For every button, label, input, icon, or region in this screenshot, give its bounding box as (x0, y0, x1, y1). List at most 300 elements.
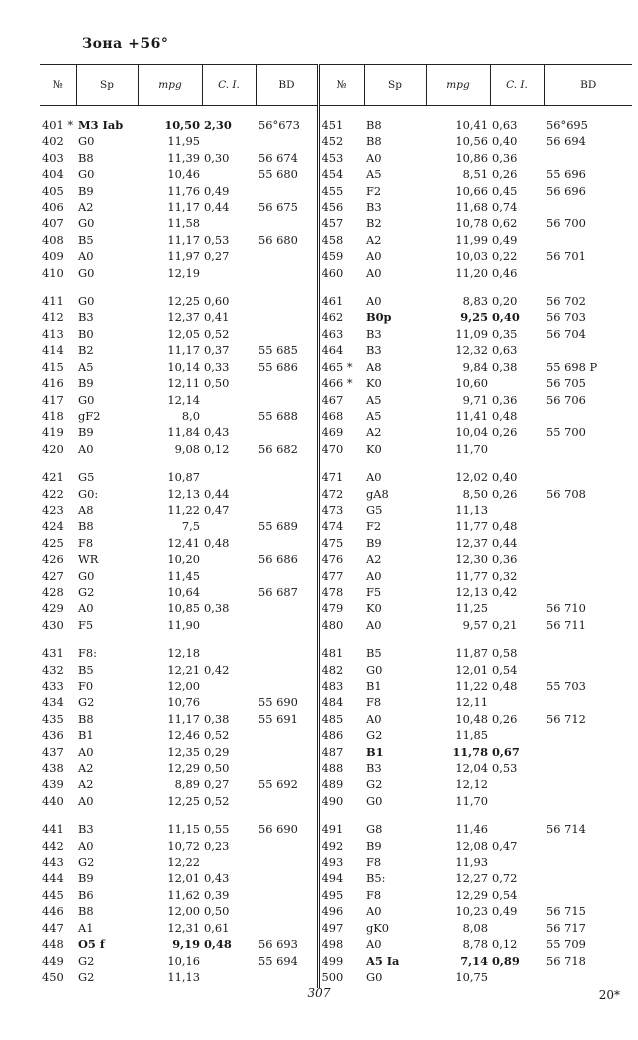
spectral-type: A0 (366, 904, 382, 919)
bd-number (256, 392, 318, 408)
star-number: 446 (42, 904, 64, 919)
spectral-type: G0 (78, 294, 95, 309)
color-index (202, 133, 256, 149)
col-header-color-index: C. I. (202, 65, 256, 106)
color-index: 0,62 (492, 216, 518, 231)
spectral-type: G0 (366, 662, 383, 677)
star-number: 441 (42, 822, 64, 837)
table-row (40, 150, 632, 166)
color-index: 0,36 (492, 552, 518, 567)
spectral-type: B9 (78, 871, 94, 886)
magnitude: 11,13 (167, 969, 200, 984)
spectral-type: B9 (78, 183, 94, 198)
bd-number: 55 691 (258, 711, 298, 726)
spectral-type: G5 (366, 502, 383, 517)
star-number: 412 (42, 310, 64, 325)
star-number: 461 (318, 293, 364, 309)
color-index: 0,12 (492, 937, 518, 952)
magnitude: 8,0 (181, 408, 200, 423)
star-number: 464 (318, 342, 364, 358)
color-index (202, 469, 256, 485)
magnitude: 11,90 (167, 617, 200, 632)
star-number: 415 (42, 359, 64, 374)
color-index: 0,74 (492, 200, 518, 215)
star-number: 402 (42, 134, 64, 149)
color-index: 0,40 (492, 310, 520, 325)
star-number: 468 (318, 408, 364, 424)
magnitude: 11,85 (455, 728, 488, 743)
spectral-type: K0 (366, 441, 382, 456)
bd-number (256, 662, 318, 678)
table-row (40, 887, 632, 903)
color-index (202, 568, 256, 584)
star-number: 449 (42, 953, 64, 968)
star-number: 481 (318, 645, 364, 661)
magnitude: 12,14 (167, 392, 200, 407)
spectral-type: A0 (366, 470, 382, 485)
bd-number (544, 969, 632, 985)
magnitude: 9,71 (462, 392, 488, 407)
spectral-type: A0 (78, 441, 94, 456)
magnitude: 11,41 (455, 408, 488, 423)
bd-number (544, 535, 632, 551)
spectral-type: A0 (78, 601, 94, 616)
color-index: 0,58 (492, 646, 518, 661)
bd-number (256, 535, 318, 551)
table-row (40, 392, 632, 408)
color-index: 0,52 (204, 793, 230, 808)
bd-number (256, 870, 318, 886)
star-number: 431 (42, 646, 64, 661)
table-row (40, 232, 632, 248)
bd-number: 55 694 (258, 953, 298, 968)
spectral-type: B1 (366, 679, 382, 693)
page-number: 307 (307, 986, 331, 1000)
col-header-number-2: № (318, 65, 364, 106)
color-index: 0,42 (204, 662, 230, 677)
star-number: 423 (42, 502, 64, 517)
bd-number: 56 717 (546, 920, 586, 935)
star-number: 477 (318, 568, 364, 584)
star-number: 410 (42, 265, 64, 280)
color-index: 0,26 (492, 167, 518, 182)
spectral-type: B0 (78, 326, 94, 341)
magnitude: 12,11 (455, 695, 488, 710)
spectral-type: F8 (366, 887, 382, 902)
star-number: 480 (318, 617, 364, 633)
star-number: 470 (318, 441, 364, 457)
color-index: 0,47 (204, 502, 230, 517)
magnitude: 12,04 (455, 761, 488, 776)
bd-number: 56 682 (258, 441, 298, 456)
spectral-type: G8 (366, 822, 383, 837)
color-index: 0,61 (204, 920, 230, 935)
star-number: 403 (42, 150, 64, 165)
bd-number (256, 838, 318, 854)
bd-number (544, 870, 632, 886)
star-number: 472 (318, 486, 364, 502)
color-index: 0,38 (492, 359, 518, 374)
spectral-type: A0 (366, 265, 382, 280)
spectral-type: G2 (78, 584, 95, 599)
bd-number (544, 727, 632, 743)
star-number: 460 (318, 265, 364, 281)
color-index (202, 551, 256, 567)
color-index: 0,21 (492, 617, 518, 632)
color-index: 0,40 (492, 470, 518, 485)
magnitude: 12,27 (455, 871, 488, 886)
star-number: 448 (42, 937, 64, 952)
magnitude: 11,93 (455, 855, 488, 870)
bd-number (256, 375, 318, 391)
magnitude: 11,58 (167, 216, 200, 231)
color-index: 0,36 (492, 392, 518, 407)
bd-number: 56 715 (546, 904, 586, 919)
magnitude: 12,12 (455, 777, 488, 792)
spectral-type: B9 (366, 838, 382, 853)
magnitude: 10,64 (167, 584, 200, 599)
color-index (490, 776, 544, 792)
col-header-color-index-2: C. I. (490, 65, 544, 106)
bd-number (256, 568, 318, 584)
magnitude: 11,87 (455, 646, 488, 661)
table-row (40, 293, 632, 309)
magnitude: 11,68 (455, 200, 488, 215)
color-index: 0,49 (492, 904, 518, 919)
color-index: 0,49 (204, 183, 230, 198)
star-number: 442 (42, 838, 64, 853)
magnitude: 12,02 (455, 470, 488, 485)
table-header-row (40, 65, 632, 106)
bd-number: 56°695 (546, 118, 588, 132)
magnitude: 10,20 (167, 552, 200, 567)
magnitude: 11,22 (167, 502, 200, 517)
table-row (40, 903, 632, 919)
star-number: 459 (318, 248, 364, 264)
bd-number: 56 708 (546, 486, 586, 501)
bd-number (544, 645, 632, 661)
bd-number (256, 248, 318, 264)
color-index (202, 265, 256, 281)
table-row (40, 969, 632, 985)
color-index: 0,42 (492, 584, 518, 599)
magnitude: 10,86 (455, 150, 488, 165)
table-row (40, 776, 632, 792)
group-spacer (40, 809, 632, 821)
magnitude: 11,77 (455, 519, 488, 534)
color-index (490, 727, 544, 743)
col-header-spectrum-2: Sp (364, 65, 426, 106)
color-index (202, 584, 256, 600)
spectral-type: B2 (366, 216, 382, 231)
bd-number (544, 150, 632, 166)
magnitude: 8,83 (462, 294, 488, 309)
magnitude: 12,01 (455, 662, 488, 677)
bd-number (256, 183, 318, 199)
spectral-type: B3 (78, 822, 94, 837)
bd-number (256, 969, 318, 985)
spectral-type: M3 Iab (78, 118, 124, 132)
bd-number (544, 584, 632, 600)
bd-number (256, 486, 318, 502)
magnitude: 10,87 (167, 470, 200, 485)
color-index: 0,23 (204, 838, 230, 853)
star-number: 491 (318, 821, 364, 837)
table-row (40, 838, 632, 854)
color-index: 0,26 (492, 425, 518, 440)
spectral-type: G2 (78, 969, 95, 984)
spectral-type: F2 (366, 519, 382, 534)
star-number: 429 (42, 601, 64, 616)
magnitude: 7,14 (460, 953, 488, 968)
color-index: 0,52 (204, 728, 230, 743)
table-row (40, 133, 632, 149)
bd-number (544, 776, 632, 792)
magnitude: 11,70 (455, 441, 488, 456)
magnitude: 11,17 (167, 711, 200, 726)
color-index: 0,50 (204, 904, 230, 919)
bd-number: 56 686 (258, 552, 298, 567)
table-row (40, 568, 632, 584)
star-number: 452 (318, 133, 364, 149)
star-number: 416 (42, 376, 64, 391)
spectral-type: A2 (366, 425, 382, 440)
spectral-type: B5 (78, 232, 94, 247)
color-index: 0,55 (204, 822, 230, 837)
magnitude: 11,25 (455, 601, 488, 616)
star-number: 411 (42, 294, 64, 309)
table-row (40, 727, 632, 743)
spectral-type: G2 (78, 855, 95, 870)
star-number: 489 (318, 776, 364, 792)
star-number: 467 (318, 392, 364, 408)
table-row (40, 821, 632, 837)
spectral-type: A5 Ia (366, 953, 400, 968)
spectral-type: B5 (366, 646, 382, 661)
spectral-type: B9 (78, 376, 94, 391)
bd-number: 55 688 (258, 408, 298, 423)
bd-number (256, 215, 318, 231)
table-row (40, 600, 632, 616)
table-row (40, 326, 632, 342)
star-number: 438 (42, 761, 64, 776)
spectral-type: G0 (78, 134, 95, 149)
spectral-type: A2 (78, 777, 94, 792)
magnitude: 11,77 (455, 568, 488, 583)
star-number: 426 (42, 552, 64, 567)
star-number: 434 (42, 695, 64, 710)
bd-number (544, 265, 632, 281)
color-index: 0,53 (492, 761, 518, 776)
magnitude: 8,50 (462, 486, 488, 501)
magnitude: 12,08 (455, 838, 488, 853)
spectral-type: B9 (78, 425, 94, 440)
bd-number: 56 711 (546, 617, 586, 632)
star-number: 439 (42, 777, 64, 792)
star-number: 430 (42, 617, 64, 632)
color-index: 0,50 (204, 376, 230, 391)
spectral-type: B5: (366, 871, 386, 886)
bd-number: 56°673 (258, 118, 300, 132)
color-index (202, 166, 256, 182)
magnitude: 10,75 (455, 969, 488, 984)
bd-number (256, 469, 318, 485)
magnitude: 11,45 (167, 568, 200, 583)
table-row (40, 117, 632, 133)
spectral-type: K0 (366, 601, 382, 616)
star-number: 413 (42, 326, 64, 341)
magnitude: 12,25 (167, 294, 200, 309)
bd-number: 55 689 (258, 519, 298, 534)
star-number: 433 (42, 679, 64, 693)
group-spacer (40, 457, 632, 469)
spectral-type: WR (78, 552, 99, 567)
spectral-type: A5 (366, 167, 382, 182)
star-number: 484 (318, 694, 364, 710)
spectral-type: B8 (78, 904, 94, 919)
star-number: 405 (42, 183, 64, 198)
table-row (40, 441, 632, 457)
color-index (490, 920, 544, 936)
bd-number (544, 199, 632, 215)
magnitude: 10,50 (164, 118, 200, 132)
bd-number (256, 265, 318, 281)
bd-number (544, 469, 632, 485)
table-row (40, 248, 632, 264)
bd-number: 55 686 (258, 359, 298, 374)
color-index: 0,54 (492, 887, 518, 902)
star-number: 447 (42, 920, 64, 935)
star-number: 453 (318, 150, 364, 166)
magnitude: 11,17 (167, 232, 200, 247)
star-number: 457 (318, 215, 364, 231)
col-header-bd-2: BD (544, 65, 632, 106)
star-number: 455 (318, 183, 364, 199)
color-index: 0,63 (492, 118, 518, 132)
group-spacer (40, 281, 632, 293)
spectral-type: G0 (78, 392, 95, 407)
bd-number (544, 518, 632, 534)
magnitude: 10,60 (455, 376, 488, 391)
star-number: 478 (318, 584, 364, 600)
color-index (490, 441, 544, 457)
star-number: 407 (42, 216, 64, 231)
magnitude: 11,09 (455, 326, 488, 341)
star-number: 414 (42, 343, 64, 358)
spectral-type: B8 (366, 118, 382, 132)
color-index: 0,67 (492, 744, 520, 759)
spectral-type: G0 (78, 167, 95, 182)
spectral-type: B5 (78, 662, 94, 677)
magnitude: 11,78 (452, 744, 488, 759)
table-row (40, 265, 632, 281)
magnitude: 12,35 (167, 744, 200, 759)
star-number: 487 (318, 744, 364, 760)
color-index: 0,49 (492, 232, 518, 247)
bd-number (256, 424, 318, 440)
table-row (40, 584, 632, 600)
star-number: 465 * (318, 359, 364, 375)
color-index: 0,22 (492, 249, 518, 264)
star-number: 450 (42, 969, 64, 984)
spectral-type: A0 (366, 249, 382, 264)
bd-number (256, 309, 318, 325)
color-index (490, 969, 544, 985)
magnitude: 10,48 (455, 711, 488, 726)
spectral-type: A2 (78, 200, 94, 215)
bd-number (544, 342, 632, 358)
magnitude: 11,95 (167, 134, 200, 149)
spectral-type: A5 (366, 392, 382, 407)
magnitude: 12,05 (167, 326, 200, 341)
spectral-type: G0 (366, 793, 383, 808)
bd-number: 55 700 (546, 425, 586, 440)
star-number: 454 (318, 166, 364, 182)
star-number: 463 (318, 326, 364, 342)
magnitude: 12,13 (167, 486, 200, 501)
magnitude: 11,70 (455, 793, 488, 808)
color-index (202, 694, 256, 710)
magnitude: 10,85 (167, 601, 200, 616)
bd-number: 56 706 (546, 392, 586, 407)
bd-number (256, 617, 318, 633)
magnitude: 11,39 (167, 150, 200, 165)
bd-number (256, 760, 318, 776)
bd-number: 56 690 (258, 822, 298, 837)
star-number: 456 (318, 199, 364, 215)
star-number: 493 (318, 854, 364, 870)
color-index: 0,44 (204, 486, 230, 501)
star-number: 409 (42, 249, 64, 264)
table-row (40, 375, 632, 391)
color-index: 0,36 (492, 150, 518, 165)
color-index (202, 678, 256, 694)
star-number: 432 (42, 662, 64, 677)
star-number: 451 (318, 117, 364, 133)
magnitude: 10,14 (167, 359, 200, 374)
magnitude: 11,20 (455, 265, 488, 280)
magnitude: 12,00 (167, 679, 200, 693)
table-row (40, 424, 632, 440)
bd-number (256, 600, 318, 616)
table-row (40, 953, 632, 969)
spectral-type: G0 (78, 265, 95, 280)
star-number: 401 * (42, 118, 74, 132)
color-index: 0,48 (492, 408, 518, 423)
magnitude: 10,03 (455, 249, 488, 264)
table-row (40, 183, 632, 199)
bd-number (544, 408, 632, 424)
star-number: 425 (42, 535, 64, 550)
color-index (490, 793, 544, 809)
spectral-type: A8 (366, 359, 382, 374)
spectral-type: A0 (366, 150, 382, 165)
bd-number (256, 727, 318, 743)
bd-number: 55 696 (546, 167, 586, 182)
star-number: 437 (42, 744, 64, 759)
spectral-type: G0: (78, 486, 99, 501)
spectral-type: G2 (366, 777, 383, 792)
col-header-spectrum: Sp (76, 65, 138, 106)
spectral-type: B3 (366, 761, 382, 776)
table-row (40, 502, 632, 518)
star-number: 406 (42, 200, 64, 215)
magnitude: 12,11 (167, 376, 200, 391)
bd-number: 56 718 (546, 953, 586, 968)
spectral-type: O5 f (78, 937, 105, 952)
star-number: 404 (42, 167, 64, 182)
magnitude: 12,22 (167, 855, 200, 870)
